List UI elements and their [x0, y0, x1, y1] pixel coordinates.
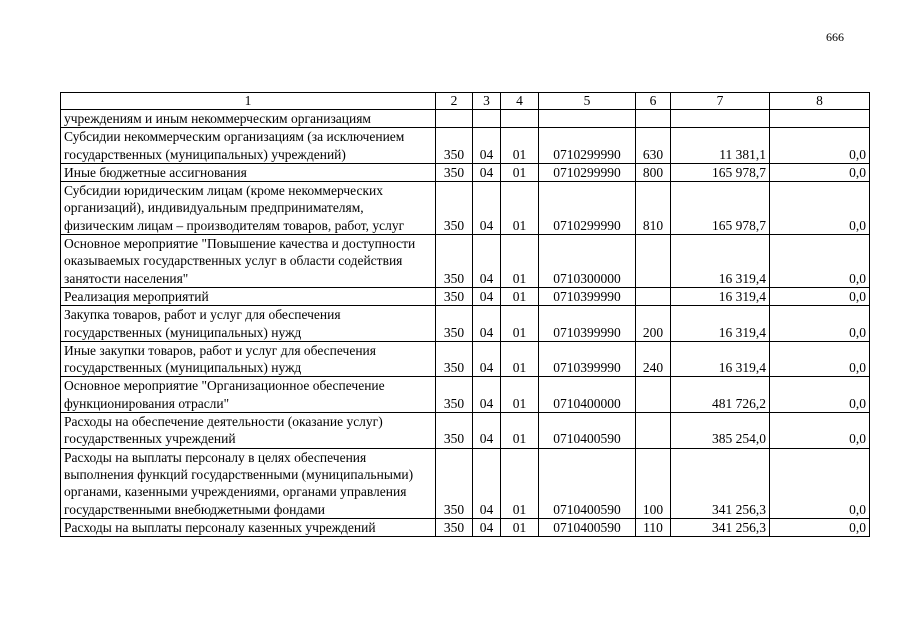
amount-cell: 165 978,7: [671, 182, 770, 235]
code-cell: 350: [436, 128, 473, 164]
amount-cell: 0,0: [770, 377, 870, 413]
table-row: [61, 413, 870, 449]
expense-type-cell: 100: [636, 448, 671, 518]
target-item-cell: 0710299990: [539, 182, 636, 235]
amount-cell: [671, 110, 770, 128]
amount-cell: 16 319,4: [671, 341, 770, 377]
table-row: [61, 377, 870, 413]
expense-name-cell: Субсидии юридическим лицам (кроме некоммерческих организаций), индивидуальным предпринимателям, физическим лицам – производителям товаров, работ, услуг: [61, 182, 436, 235]
amount-cell: 341 256,3: [671, 518, 770, 536]
section-cell: 04: [473, 518, 501, 536]
section-cell: 04: [473, 306, 501, 342]
expense-name-cell: Иные закупки товаров, работ и услуг для обеспечения государственных (муниципальных) нужд: [61, 341, 436, 377]
expense-name-cell: Субсидии некоммерческим организациям (за исключением государственных (муниципальных) учреждений): [61, 128, 436, 164]
subsection-cell: 01: [501, 518, 539, 536]
table-row: [61, 163, 870, 181]
amount-cell: 11 381,1: [671, 128, 770, 164]
section-cell: 04: [473, 128, 501, 164]
expense-type-cell: 110: [636, 518, 671, 536]
expense-name-cell: Расходы на выплаты персоналу в целях обеспечения выполнения функций государственными (муниципальными) органами, казенными учреждениями, органами управления государственными внебюджетными фондами: [61, 448, 436, 518]
table-row: [61, 518, 870, 536]
column-header: 3: [473, 93, 501, 110]
expense-name-cell: Расходы на обеспечение деятельности (оказание услуг) государственных учреждений: [61, 413, 436, 449]
amount-cell: 385 254,0: [671, 413, 770, 449]
amount-cell: 481 726,2: [671, 377, 770, 413]
expense-type-cell: 630: [636, 128, 671, 164]
subsection-cell: 01: [501, 128, 539, 164]
subsection-cell: 01: [501, 287, 539, 305]
section-cell: 04: [473, 341, 501, 377]
table-row: [61, 110, 870, 128]
target-item-cell: 0710299990: [539, 128, 636, 164]
code-cell: 350: [436, 341, 473, 377]
code-cell: 350: [436, 182, 473, 235]
section-cell: 04: [473, 377, 501, 413]
amount-cell: 0,0: [770, 306, 870, 342]
amount-cell: 0,0: [770, 413, 870, 449]
section-cell: [473, 110, 501, 128]
code-cell: 350: [436, 413, 473, 449]
expense-type-cell: [636, 377, 671, 413]
expense-name-cell: Иные бюджетные ассигнования: [61, 163, 436, 181]
table-row: [61, 128, 870, 164]
target-item-cell: 0710400590: [539, 448, 636, 518]
code-cell: 350: [436, 287, 473, 305]
expense-type-cell: 240: [636, 341, 671, 377]
subsection-cell: 01: [501, 235, 539, 288]
expense-type-cell: [636, 413, 671, 449]
amount-cell: 16 319,4: [671, 235, 770, 288]
amount-cell: 0,0: [770, 518, 870, 536]
target-item-cell: 0710400590: [539, 413, 636, 449]
code-cell: 350: [436, 518, 473, 536]
subsection-cell: 01: [501, 448, 539, 518]
table-row: [61, 235, 870, 288]
target-item-cell: [539, 110, 636, 128]
code-cell: 350: [436, 448, 473, 518]
expense-name-cell: Реализация мероприятий: [61, 287, 436, 305]
amount-cell: 16 319,4: [671, 287, 770, 305]
target-item-cell: 0710400000: [539, 377, 636, 413]
amount-cell: 0,0: [770, 163, 870, 181]
column-header: 5: [539, 93, 636, 110]
target-item-cell: 0710399990: [539, 306, 636, 342]
expense-type-cell: 200: [636, 306, 671, 342]
subsection-cell: 01: [501, 341, 539, 377]
subsection-cell: 01: [501, 163, 539, 181]
table-row: [61, 341, 870, 377]
amount-cell: 165 978,7: [671, 163, 770, 181]
code-cell: 350: [436, 377, 473, 413]
expense-type-cell: 800: [636, 163, 671, 181]
table-header-row: [61, 93, 870, 110]
amount-cell: [770, 110, 870, 128]
amount-cell: 0,0: [770, 448, 870, 518]
section-cell: 04: [473, 413, 501, 449]
target-item-cell: 0710399990: [539, 341, 636, 377]
expense-type-cell: [636, 110, 671, 128]
table-row: [61, 448, 870, 518]
target-item-cell: 0710300000: [539, 235, 636, 288]
code-cell: 350: [436, 306, 473, 342]
column-header: 4: [501, 93, 539, 110]
target-item-cell: 0710299990: [539, 163, 636, 181]
code-cell: 350: [436, 163, 473, 181]
amount-cell: 0,0: [770, 128, 870, 164]
amount-cell: 16 319,4: [671, 306, 770, 342]
table-row: [61, 287, 870, 305]
column-header: 1: [61, 93, 436, 110]
target-item-cell: 0710399990: [539, 287, 636, 305]
table-row: [61, 182, 870, 235]
amount-cell: 0,0: [770, 341, 870, 377]
subsection-cell: [501, 110, 539, 128]
subsection-cell: 01: [501, 413, 539, 449]
column-header: 6: [636, 93, 671, 110]
expense-type-cell: [636, 287, 671, 305]
target-item-cell: 0710400590: [539, 518, 636, 536]
section-cell: 04: [473, 235, 501, 288]
expense-name-cell: Закупка товаров, работ и услуг для обеспечения государственных (муниципальных) нужд: [61, 306, 436, 342]
subsection-cell: 01: [501, 377, 539, 413]
amount-cell: 0,0: [770, 182, 870, 235]
expense-name-cell: Расходы на выплаты персоналу казенных учреждений: [61, 518, 436, 536]
section-cell: 04: [473, 287, 501, 305]
section-cell: 04: [473, 163, 501, 181]
expense-name-cell: Основное мероприятие "Организационное обеспечение функционирования отрасли": [61, 377, 436, 413]
expense-type-cell: 810: [636, 182, 671, 235]
column-header: 8: [770, 93, 870, 110]
expense-type-cell: [636, 235, 671, 288]
subsection-cell: 01: [501, 306, 539, 342]
code-cell: 350: [436, 235, 473, 288]
amount-cell: 341 256,3: [671, 448, 770, 518]
page-number: 666: [826, 30, 844, 44]
amount-cell: 0,0: [770, 287, 870, 305]
column-header: 2: [436, 93, 473, 110]
section-cell: 04: [473, 182, 501, 235]
subsection-cell: 01: [501, 182, 539, 235]
section-cell: 04: [473, 448, 501, 518]
budget-table: [60, 92, 870, 537]
expense-name-cell: Основное мероприятие "Повышение качества и доступности оказываемых государственных услуг в области содействия занятости населения": [61, 235, 436, 288]
column-header: 7: [671, 93, 770, 110]
amount-cell: 0,0: [770, 235, 870, 288]
table-row: [61, 306, 870, 342]
expense-name-cell: учреждениям и иным некоммерческим организациям: [61, 110, 436, 128]
code-cell: [436, 110, 473, 128]
